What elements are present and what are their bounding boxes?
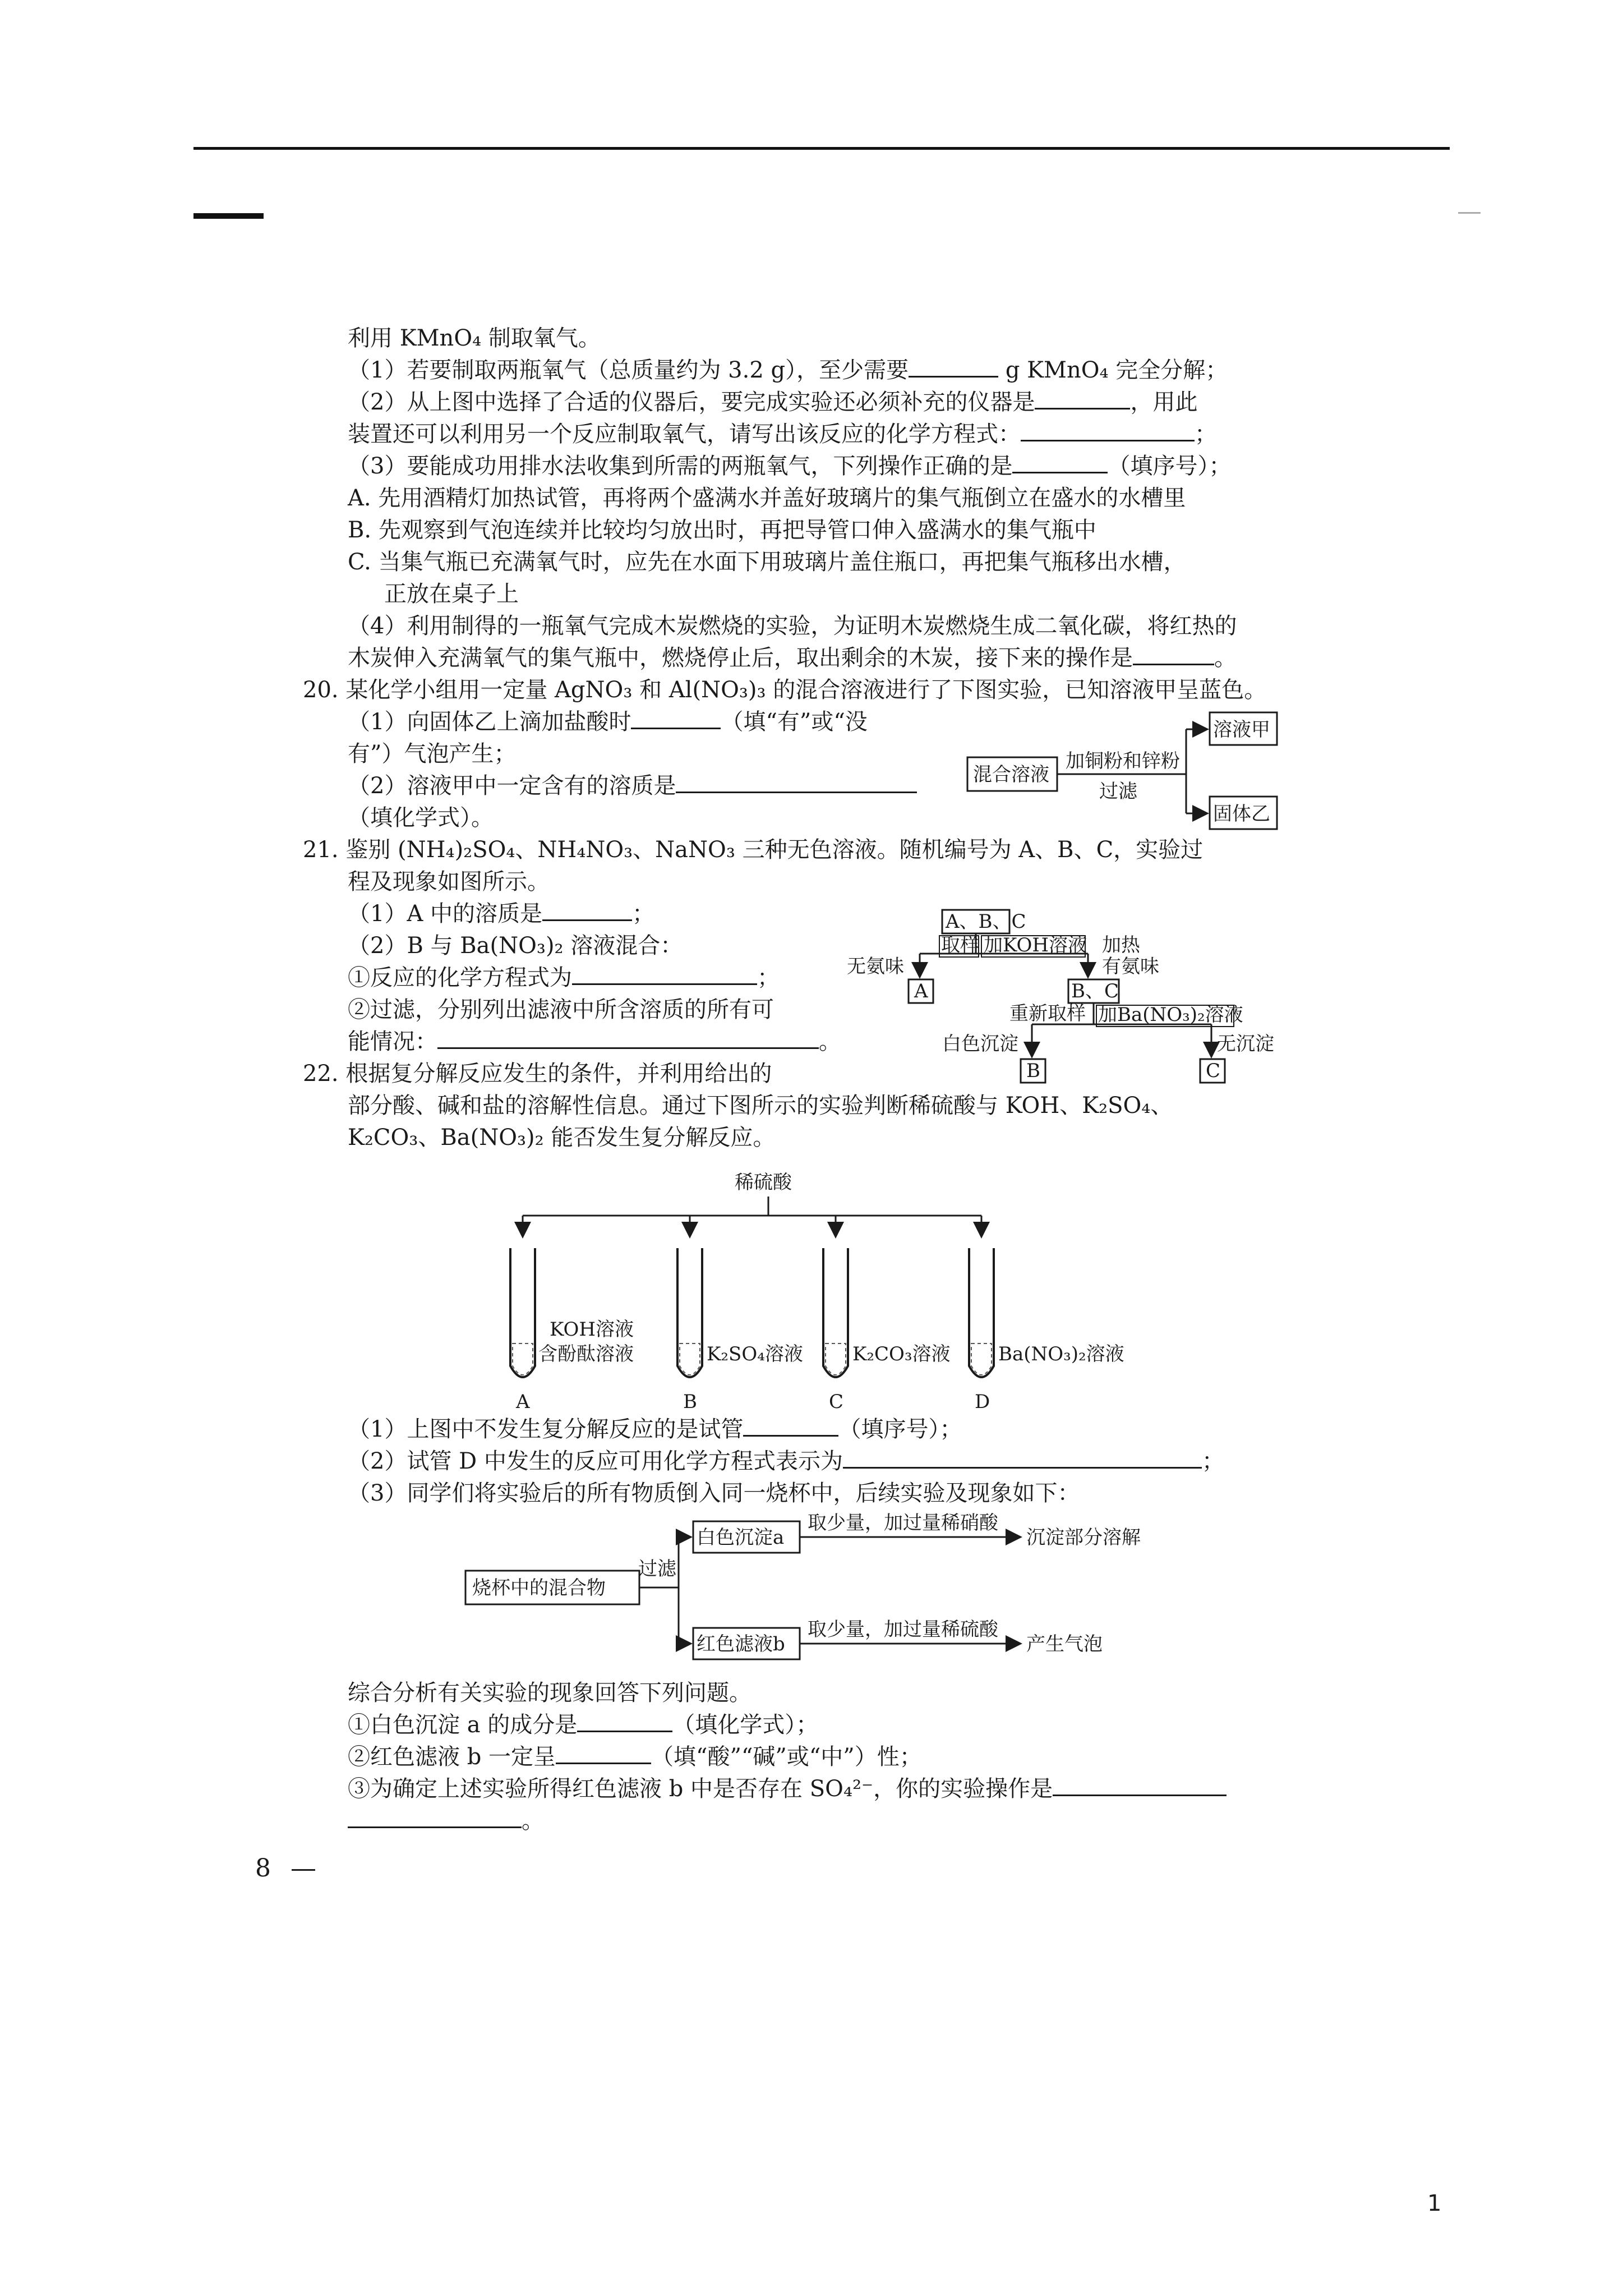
q20-title: 20. 某化学小组用一定量 AgNO₃ 和 Al(NO₃)₃ 的混合溶液进行了下图实验，已知溶液甲呈蓝色。 (303, 677, 1267, 703)
text-line: 木炭伸入充满氧气的集气瓶中，燃烧停止后，取出剩余的木炭，接下来的操作是 。 (348, 642, 1295, 674)
q22-6: ②红色滤液 b 一定呈 （填“酸”“碱”或“中”）性； (348, 1741, 1295, 1773)
q22-8: 。 (348, 1805, 1295, 1837)
answer-blank[interactable] (572, 962, 757, 985)
test-tube-d (969, 1248, 994, 1377)
beaker-label: 烧杯中的混合物 (472, 1577, 606, 1599)
q20-2: （2）溶液甲中一定含有的溶质是 (348, 770, 1295, 802)
q21-title: 21. 鉴别 (NH₄)₂SO₄、NH₄NO₃、NaNO₃ 三种无色溶液。随机编号为 A、B、C，实验过 (303, 837, 1204, 863)
diagram-q21 (847, 910, 1295, 1097)
q22-7: ③为确定上述实验所得红色滤液 b 中是否存在 SO₄²⁻，你的实验操作是 (348, 1773, 1295, 1805)
tube-b-label: K₂SO₄溶液 (707, 1343, 803, 1365)
answer-blank[interactable] (577, 1709, 672, 1732)
test-tube-b (677, 1248, 702, 1377)
text-line: 部分酸、碱和盐的溶解性信息。通过下图所示的实验判断稀硫酸与 KOH、K₂SO₄、 (348, 1093, 1173, 1119)
answer-blank[interactable] (1035, 386, 1130, 409)
answer-blank[interactable] (676, 770, 917, 793)
tube-a-label1: KOH溶液 (550, 1318, 634, 1341)
reagent-label: 加铜粉和锌粉 (1066, 750, 1180, 772)
q19-4: （4）利用制得的一瓶氧气完成木炭燃烧的实验，为证明木炭燃烧生成二氧化碳，将红热的 (348, 613, 1237, 639)
white-ppt-label: 白色沉淀 (942, 1033, 1018, 1055)
answer-blank[interactable] (843, 1446, 1202, 1469)
answer-blank[interactable] (631, 706, 721, 729)
q22-2: （2）试管 D 中发生的反应可用化学方程式表示为 ； (348, 1446, 1295, 1478)
sample-label: 取样 (941, 934, 979, 956)
q21-1: （1）A 中的溶质是 ； (348, 898, 1295, 930)
out2-label: 固体乙 (1213, 803, 1270, 825)
q21-4: ②过滤，分别列出滤液中所含溶质的所有可 (348, 997, 774, 1023)
ba-label: 加Ba(NO₃)₂溶液 (1098, 1004, 1243, 1026)
q21-2: （2）B 与 Ba(NO₃)₂ 溶液混合： (348, 933, 683, 959)
top-rule (193, 147, 1450, 150)
diagram-q22-flow (460, 1509, 1189, 1674)
tube-c-label: K₂CO₃溶液 (852, 1343, 951, 1365)
q20-1: （1）向固体乙上滴加盐酸时 （填“有”或“没 (348, 706, 1295, 738)
text-line: 装置还可以利用另一个反应制取氧气，请写出该反应的化学方程式： ； (348, 418, 1295, 450)
red-filtrate-label: 红色滤液b (697, 1633, 785, 1655)
answer-blank[interactable] (1053, 1773, 1227, 1796)
test-tube-c (823, 1248, 848, 1377)
tube-d-id: D (975, 1391, 990, 1413)
q22-title: 22. 根据复分解反应发生的条件，并利用给出的 (303, 1061, 772, 1087)
scan-mark (1458, 212, 1481, 214)
mix-label: 混合溶液 (973, 763, 1049, 786)
text-line: K₂CO₃、Ba(NO₃)₂ 能否发生复分解反应。 (348, 1125, 776, 1151)
answer-blank[interactable] (909, 355, 998, 378)
diagram-q22-tubes (494, 1170, 1122, 1419)
koh-label: 加KOH溶液 (984, 934, 1087, 956)
q22-3: （3）同学们将实验后的所有物质倒入同一烧杯中，后续实验及现象如下： (348, 1480, 1080, 1506)
answer-blank[interactable] (743, 1414, 838, 1437)
text-line: 程及现象如图所示。 (348, 869, 550, 895)
q22-questions (348, 1414, 1295, 1510)
text-line: 利用 KMnO₄ 制取氧气。 (348, 325, 601, 351)
out1-label: 溶液甲 (1213, 719, 1270, 741)
resample-label: 重新取样 (1009, 1002, 1086, 1025)
result1-label: 沉淀部分溶解 (1026, 1526, 1141, 1549)
answer-blank[interactable] (437, 1026, 819, 1049)
tube-a-id: A (516, 1391, 530, 1413)
q22-analysis (348, 1677, 1295, 1837)
q19-2: （2）从上图中选择了合适的仪器后，要完成实验还必须补充的仪器是 ，用此 (348, 386, 1295, 418)
abc-label: A、B、C (946, 910, 1026, 933)
c-label: C (1206, 1060, 1221, 1082)
tube-c-id: C (829, 1391, 844, 1413)
answer-blank[interactable] (1133, 642, 1214, 665)
b-label: B (1026, 1060, 1040, 1082)
option-b: B. 先观察到气泡连续并比较均匀放出时，再把导管口伸入盛满水的集气瓶中 (348, 517, 1096, 543)
q21-5: 能情况： 。 (348, 1026, 1295, 1058)
answer-blank[interactable] (1021, 418, 1195, 441)
tube-d-label: Ba(NO₃)₂溶液 (998, 1343, 1124, 1365)
a-label: A (914, 980, 928, 1002)
q19-1: （1）若要制取两瓶氧气（总质量约为 3.2 g），至少需要 g KMnO₄ 完全分解； (348, 355, 1295, 386)
ammonia-label: 有氨味 (1102, 955, 1159, 978)
step2-label: 取少量，加过量稀硫酸 (808, 1618, 998, 1641)
option-a: A. 先用酒精灯加热试管，再将两个盛满水并盖好玻璃片的集气瓶倒立在盛水的水槽里 (348, 485, 1186, 511)
diagram-q20 (962, 712, 1298, 827)
no-ammonia-label: 无氨味 (847, 955, 904, 978)
answer-blank[interactable] (556, 1741, 651, 1764)
result2-label: 产生气泡 (1026, 1633, 1103, 1655)
op-label: 过滤 (1099, 780, 1137, 803)
option-c: C. 当集气瓶已充满氧气时，应先在水面下用玻璃片盖住瓶口，再把集气瓶移出水槽， (348, 549, 1186, 575)
text-line: （填化学式）。 (348, 805, 494, 831)
acid-label: 稀硫酸 (735, 1171, 792, 1194)
text-line: 综合分析有关实验的现象回答下列问题。 (348, 1680, 751, 1706)
q21-3: ①反应的化学方程式为 ； (348, 962, 1295, 994)
heat-label: 加热 (1102, 934, 1140, 956)
filter-label: 过滤 (638, 1558, 676, 1580)
test-tube-a (510, 1248, 535, 1377)
answer-blank[interactable] (348, 1805, 522, 1828)
footer-dash (292, 1869, 315, 1871)
tube-a-label2: 含酚酞溶液 (538, 1343, 634, 1365)
option-c-cont: 正放在桌子上 (384, 581, 519, 607)
text-line: 有”）气泡产生； (348, 741, 517, 767)
answer-blank[interactable] (1012, 450, 1108, 473)
q19-3: （3）要能成功用排水法收集到所需的两瓶氧气，下列操作正确的是 （填序号）； (348, 450, 1295, 482)
step1-label: 取少量，加过量稀硝酸 (808, 1512, 998, 1534)
white-ppt-label: 白色沉淀a (697, 1526, 785, 1549)
answer-blank[interactable] (542, 898, 632, 921)
no-ppt-label: 无沉淀 (1217, 1033, 1274, 1055)
bc-label: B、C (1071, 980, 1119, 1002)
page-number-left: 8 (255, 1854, 271, 1883)
q22-5: ①白色沉淀 a 的成分是 （填化学式）； (348, 1709, 1295, 1741)
q22-1: （1）上图中不发生复分解反应的是试管 （填序号）； (348, 1414, 1295, 1446)
page-number-right: 1 (1427, 2191, 1442, 2216)
tube-b-id: B (683, 1391, 697, 1413)
header-mark (193, 213, 264, 219)
